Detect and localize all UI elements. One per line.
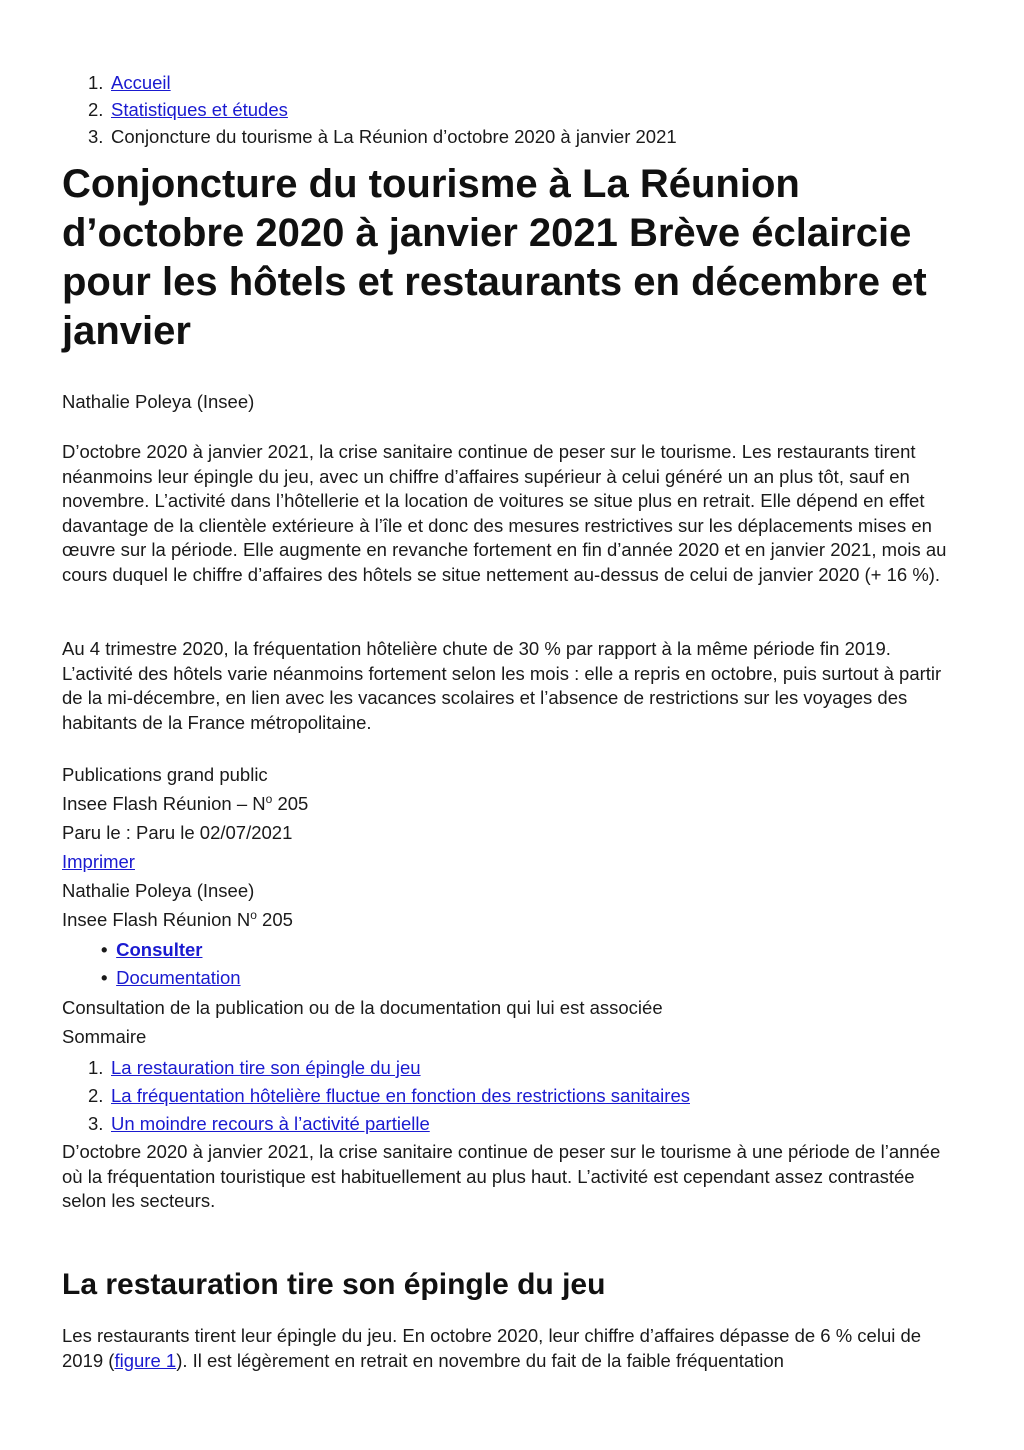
tab-consulter-link[interactable]: Consulter [116, 939, 203, 960]
breadcrumb-number: 2. [88, 99, 104, 120]
sommaire-title: Sommaire [62, 1026, 147, 1047]
intro-paragraph-2: Au 4 trimestre 2020, la fréquentation hôtelière chute de 30 % par rapport à la même période fin 2019. L’activité des hôtels varie néanmoins fortement selon les mois : elle a repris en octobre, puis surtout à partir de la mi-décembre, en lien avec les vacances scolaires et l’absence de restrictions sur les voyages des habitants de la France métropolitaine. [62, 638, 942, 733]
section-text: Les restaurants tirent leur épingle du jeu. En octobre 2020, leur chiffre d’affaires dépasse de 6 % celui de 2019 ( [62, 1325, 922, 1371]
toc-item [88, 1054, 690, 1082]
toc-number: 1. [88, 1057, 104, 1078]
breadcrumb-current: Conjoncture du tourisme à La Réunion d’octobre 2020 à janvier 2021 [111, 126, 677, 147]
publication-series-2 [62, 905, 308, 934]
publication-meta [62, 760, 308, 934]
toc-item [88, 1082, 690, 1110]
publication-category: Publications grand public [62, 764, 268, 785]
print-row [62, 847, 308, 876]
publication-author: Nathalie Poleya (Insee) [62, 880, 255, 901]
breadcrumb-item [88, 69, 677, 96]
breadcrumb-number: 3. [88, 126, 104, 147]
series-prefix: Insee Flash Réunion N [62, 909, 251, 930]
section-heading: La restauration tire son épingle du jeu [62, 1268, 606, 1301]
series-sup: o [265, 792, 273, 806]
series-prefix: Insee Flash Réunion – N [62, 793, 266, 814]
print-link[interactable]: Imprimer [62, 851, 135, 872]
toc-number: 2. [88, 1085, 104, 1106]
bullet: • [101, 939, 108, 960]
series-number: 205 [272, 793, 309, 814]
breadcrumb-link-statistiques[interactable]: Statistiques et études [111, 99, 288, 120]
breadcrumb-number: 1. [88, 72, 104, 93]
series-sup: o [250, 908, 257, 922]
toc-link-restauration[interactable]: La restauration tire son épingle du jeu [111, 1057, 421, 1078]
lead-paragraph: D’octobre 2020 à janvier 2021, la crise sanitaire continue de peser sur le tourisme à une période de l’année où la fréquentation touristique est habituellement au plus haut. L’activité est cependant assez contrastée selon les secteurs. [62, 1141, 941, 1211]
toc-item [88, 1110, 690, 1138]
publication-series [62, 789, 308, 818]
breadcrumb [88, 69, 677, 150]
section-paragraph [62, 1324, 962, 1373]
page-title: Conjoncture du tourisme à La Réunion d’octobre 2020 à janvier 2021 Brève éclaircie pour les hôtels et restaurants en décembre et janvier [62, 162, 927, 353]
section-text-continued: ). Il est légèrement en retrait en novembre du fait de la faible fréquentation [176, 1349, 784, 1371]
toc-number: 3. [88, 1113, 104, 1134]
tab-documentation [101, 964, 241, 992]
tab-documentation-link[interactable]: Documentation [116, 967, 241, 988]
table-of-contents [88, 1054, 690, 1138]
figure-1-link[interactable]: figure 1 [114, 1349, 177, 1371]
breadcrumb-item [88, 123, 677, 150]
bullet: • [101, 967, 108, 988]
toc-link-frequentation[interactable]: La fréquentation hôtelière fluctue en fonction des restrictions sanitaires [111, 1085, 690, 1106]
series-number: 205 [256, 909, 293, 930]
author: Nathalie Poleya (Insee) [62, 391, 255, 412]
breadcrumb-link-accueil[interactable]: Accueil [111, 72, 171, 93]
toc-link-activite-partielle[interactable]: Un moindre recours à l’activité partielle [111, 1113, 430, 1134]
tab-consulter [101, 936, 241, 964]
breadcrumb-item [88, 96, 677, 123]
publication-date: Paru le : Paru le 02/07/2021 [62, 822, 293, 843]
intro-paragraph: D’octobre 2020 à janvier 2021, la crise sanitaire continue de peser sur le tourisme. Les restaurants tirent néanmoins leur épingle du jeu, avec un chiffre d’affaires supérieur à celui généré un an plus tôt, sauf en novembre. L’activité dans l’hôtellerie et la location de voitures se situe plus en retrait. Elle dépend en effet davantage de la clientèle extérieure à l’île et donc des mesures restrictives sur les déplacements mises en œuvre sur la période. Elle augmente en revanche fortement en fin d’année 2020 et en janvier 2021, mois au cours duquel le chiffre d’affaires des hôtels se situe nettement au-dessus de celui de janvier 2020 (+ 16 %). [62, 441, 947, 585]
consult-note: Consultation de la publication ou de la documentation qui lui est associée [62, 997, 663, 1018]
publication-tabs [101, 936, 241, 992]
